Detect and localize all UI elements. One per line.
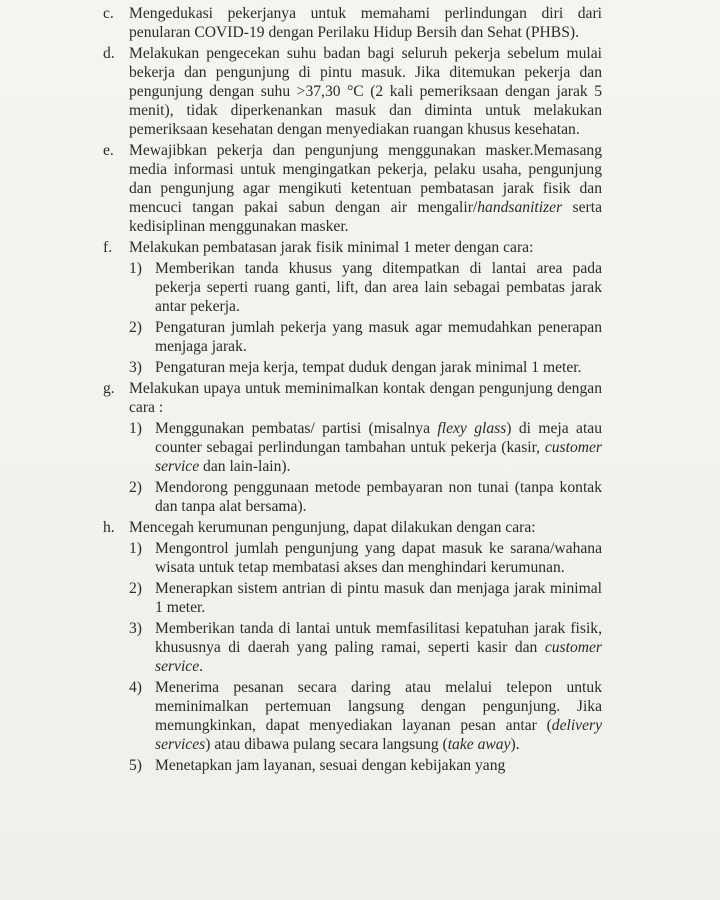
- list-item-h: [103, 518, 602, 537]
- sub-text: Memberikan tanda di lantai untuk memfasilitasi kepatuhan jarak fisik, khususnya di daerah yang paling ramai, seperti kasir dan customer service.: [155, 620, 602, 675]
- sub-item-f2: [129, 318, 602, 356]
- italic-term: customer service: [155, 639, 602, 675]
- item-marker: f.: [103, 239, 113, 256]
- item-marker: d.: [103, 45, 115, 62]
- sub-item-f3: [129, 358, 602, 377]
- item-text: Melakukan upaya untuk meminimalkan kontak dengan pengunjung dengan cara :: [129, 380, 602, 416]
- sub-text: Memberikan tanda khusus yang ditempatkan di lantai area pada pekerja seperti ruang ganti, lift, dan area lain sebagai pembatas jarak antar pekerja.: [155, 260, 602, 315]
- sub-text: Menerapkan sistem antrian di pintu masuk dan menjaga jarak minimal 1 meter.: [155, 580, 602, 616]
- sub-text: Mengontrol jumlah pengunjung yang dapat masuk ke sarana/wahana wisata untuk tetap membatasi akses dan menghindari kerumunan.: [155, 540, 602, 576]
- italic-term: take away: [447, 736, 511, 753]
- sub-marker: 4): [129, 679, 142, 696]
- item-text: Melakukan pengecekan suhu badan bagi seluruh pekerja sebelum mulai bekerja dan pengunjung di pintu masuk. Jika ditemukan pekerja dan pengunjung dengan suhu >37,30 °C (2 kali pemeriksaan dengan jarak 5 menit), tidak diperkenankan masuk dan diminta untuk melakukan pemeriksaan kesehatan dengan menyediakan ruangan khusus kesehatan.: [129, 45, 602, 138]
- list-item-c: [103, 4, 602, 42]
- sub-marker: 2): [129, 479, 142, 496]
- item-marker: h.: [103, 519, 115, 536]
- sub-item-h1: [129, 539, 602, 577]
- sub-marker: 1): [129, 260, 142, 277]
- item-marker: g.: [103, 380, 115, 397]
- sub-item-h2: [129, 579, 602, 617]
- italic-term: handsanitizer: [477, 199, 563, 216]
- sub-marker: 1): [129, 540, 142, 557]
- item-text: Mengedukasi pekerjanya untuk memahami perlindungan diri dari penularan COVID-19 dengan Perilaku Hidup Bersih dan Sehat (PHBS).: [129, 5, 602, 41]
- sub-item-h3: [129, 619, 602, 676]
- sub-text: Menggunakan pembatas/ partisi (misalnya flexy glass) di meja atau counter sebagai perlindungan tambahan untuk pekerja (kasir, customer service dan lain-lain).: [155, 420, 603, 475]
- sub-marker: 3): [129, 359, 142, 376]
- sub-marker: 1): [129, 420, 142, 437]
- list-item-f: [103, 238, 602, 257]
- item-text: Mencegah kerumunan pengunjung, dapat dilakukan dengan cara:: [129, 519, 536, 536]
- sub-item-h4: [129, 678, 602, 754]
- sub-marker: 5): [129, 757, 142, 774]
- sub-text: Menetapkan jam layanan, sesuai dengan kebijakan yang: [155, 757, 506, 774]
- sub-marker: 2): [129, 319, 142, 336]
- list-item-d: [103, 44, 602, 139]
- item-text: Melakukan pembatasan jarak fisik minimal 1 meter dengan cara:: [129, 239, 534, 256]
- list-item-e: [103, 141, 602, 236]
- italic-term: delivery services: [155, 717, 602, 753]
- sub-text: Menerima pesanan secara daring atau melalui telepon untuk meminimalkan pertemuan langsung dengan pengunjung. Jika memungkinkan, dapat menyediakan layanan pesan antar (delivery services) atau dibawa pulang secara langsung (take away).: [155, 679, 602, 753]
- italic-term: flexy glass: [437, 420, 507, 437]
- italic-term: customer service: [155, 439, 602, 475]
- sub-text: Mendorong penggunaan metode pembayaran non tunai (tanpa kontak dan tanpa alat bersama).: [155, 479, 602, 515]
- sub-marker: 3): [129, 620, 142, 637]
- item-text: Mewajibkan pekerja dan pengunjung menggunakan masker.Memasang media informasi untuk mengingatkan pekerja, pelaku usaha, pengunjung dan pengunjung agar mengikuti ketentuan pembatasan jarak fisik dan mencuci tangan pakai sabun dengan air mengalir/handsanitizer serta kedisiplinan menggunakan masker.: [129, 142, 602, 235]
- sub-item-h5: [129, 756, 602, 775]
- sub-item-g2: [129, 478, 602, 516]
- list-item-g: [103, 379, 602, 417]
- sub-text: Pengaturan meja kerja, tempat duduk dengan jarak minimal 1 meter.: [155, 359, 582, 376]
- sub-item-f1: [129, 259, 602, 316]
- sub-text: Pengaturan jumlah pekerja yang masuk agar memudahkan penerapan menjaga jarak.: [155, 319, 602, 355]
- item-marker: c.: [103, 5, 114, 22]
- sub-item-g1: [129, 419, 602, 476]
- sub-marker: 2): [129, 580, 142, 597]
- item-marker: e.: [103, 142, 114, 159]
